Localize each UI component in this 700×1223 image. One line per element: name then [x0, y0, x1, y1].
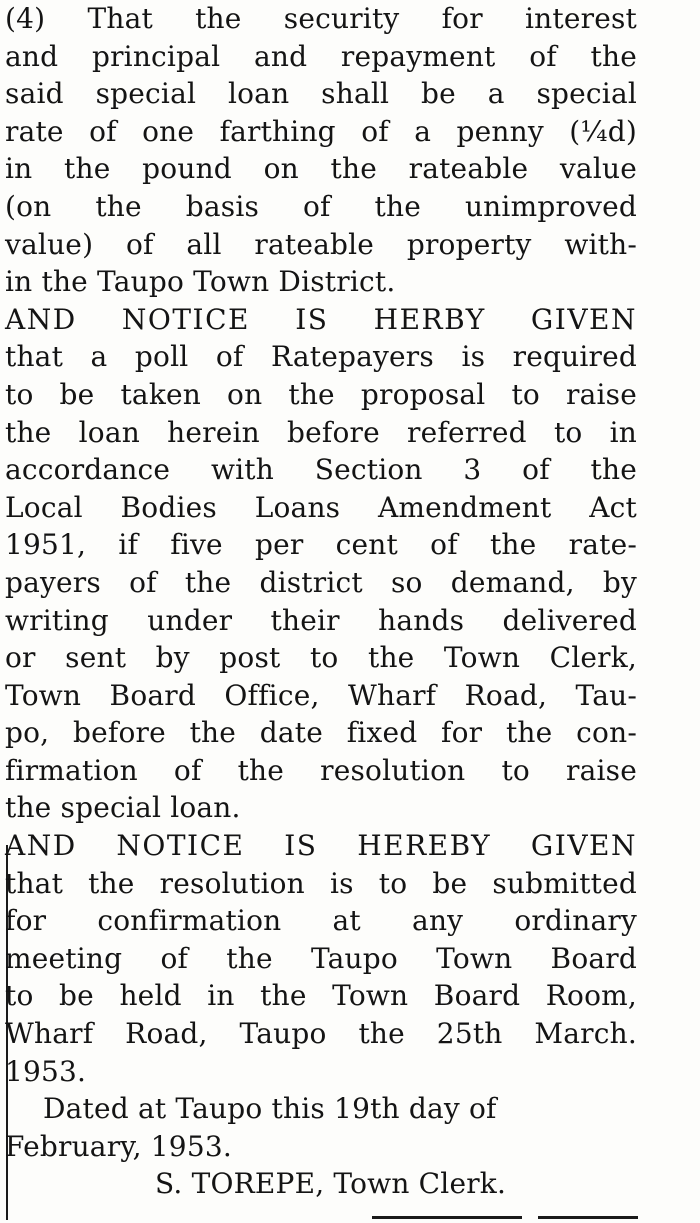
notice-line: said special loan shall be a special — [5, 77, 637, 111]
notice-line: (4) That the security for interest — [5, 2, 637, 35]
notice-line: po, before the date fixed for the con- — [5, 716, 637, 750]
bottom-rule — [538, 1216, 638, 1219]
notice-line: and principal and repayment of the — [5, 39, 637, 73]
notice-line: that a poll of Ratepayers is required — [5, 340, 637, 374]
notice-line: for confirmation at any ordinary — [5, 904, 637, 938]
notice-line: Town Board Office, Wharf Road, Tau- — [5, 678, 637, 712]
notice-line: (on the basis of the unimproved — [5, 189, 637, 223]
notice-line: that the resolution is to be submitted — [5, 866, 637, 900]
notice-heading: AND NOTICE IS HERBY GIVEN — [5, 302, 637, 336]
notice-line: 1953. — [5, 1054, 87, 1088]
notice-line: meeting of the Taupo Town Board — [5, 941, 637, 975]
notice-line: or sent by post to the Town Clerk, — [5, 641, 637, 675]
dated-line: February, 1953. — [5, 1129, 232, 1163]
notice-line: in the Taupo Town District. — [5, 265, 396, 299]
notice-text — [5, 0, 637, 1203]
notice-line: firmation of the resolution to raise — [5, 753, 637, 787]
notice-line: writing under their hands delivered — [5, 603, 637, 637]
notice-line: in the pound on the rateable value — [5, 152, 637, 186]
dated-line: Dated at Taupo this 19th day of — [43, 1092, 497, 1126]
bottom-rule — [372, 1216, 522, 1219]
notice-heading: AND NOTICE IS HEREBY GIVEN — [5, 829, 637, 863]
notice-line: payers of the district so demand, by — [5, 565, 637, 599]
notice-line: Wharf Road, Taupo the 25th March. — [5, 1017, 637, 1051]
notice-line: accordance with Section 3 of the — [5, 453, 637, 487]
notice-line: value) of all rateable property with- — [5, 227, 637, 261]
notice-line: Local Bodies Loans Amendment Act — [5, 490, 637, 524]
notice-line: to be held in the Town Board Room, — [5, 979, 637, 1013]
notice-line: the special loan. — [5, 791, 241, 825]
notice-line: rate of one farthing of a penny (¼d) — [5, 114, 637, 148]
notice-line: the loan herein before referred to in — [5, 415, 637, 449]
signature-line: S. TOREPE, Town Clerk. — [155, 1167, 507, 1201]
notice-line: 1951, if five per cent of the rate- — [5, 528, 637, 562]
notice-line: to be taken on the proposal to raise — [5, 377, 637, 411]
